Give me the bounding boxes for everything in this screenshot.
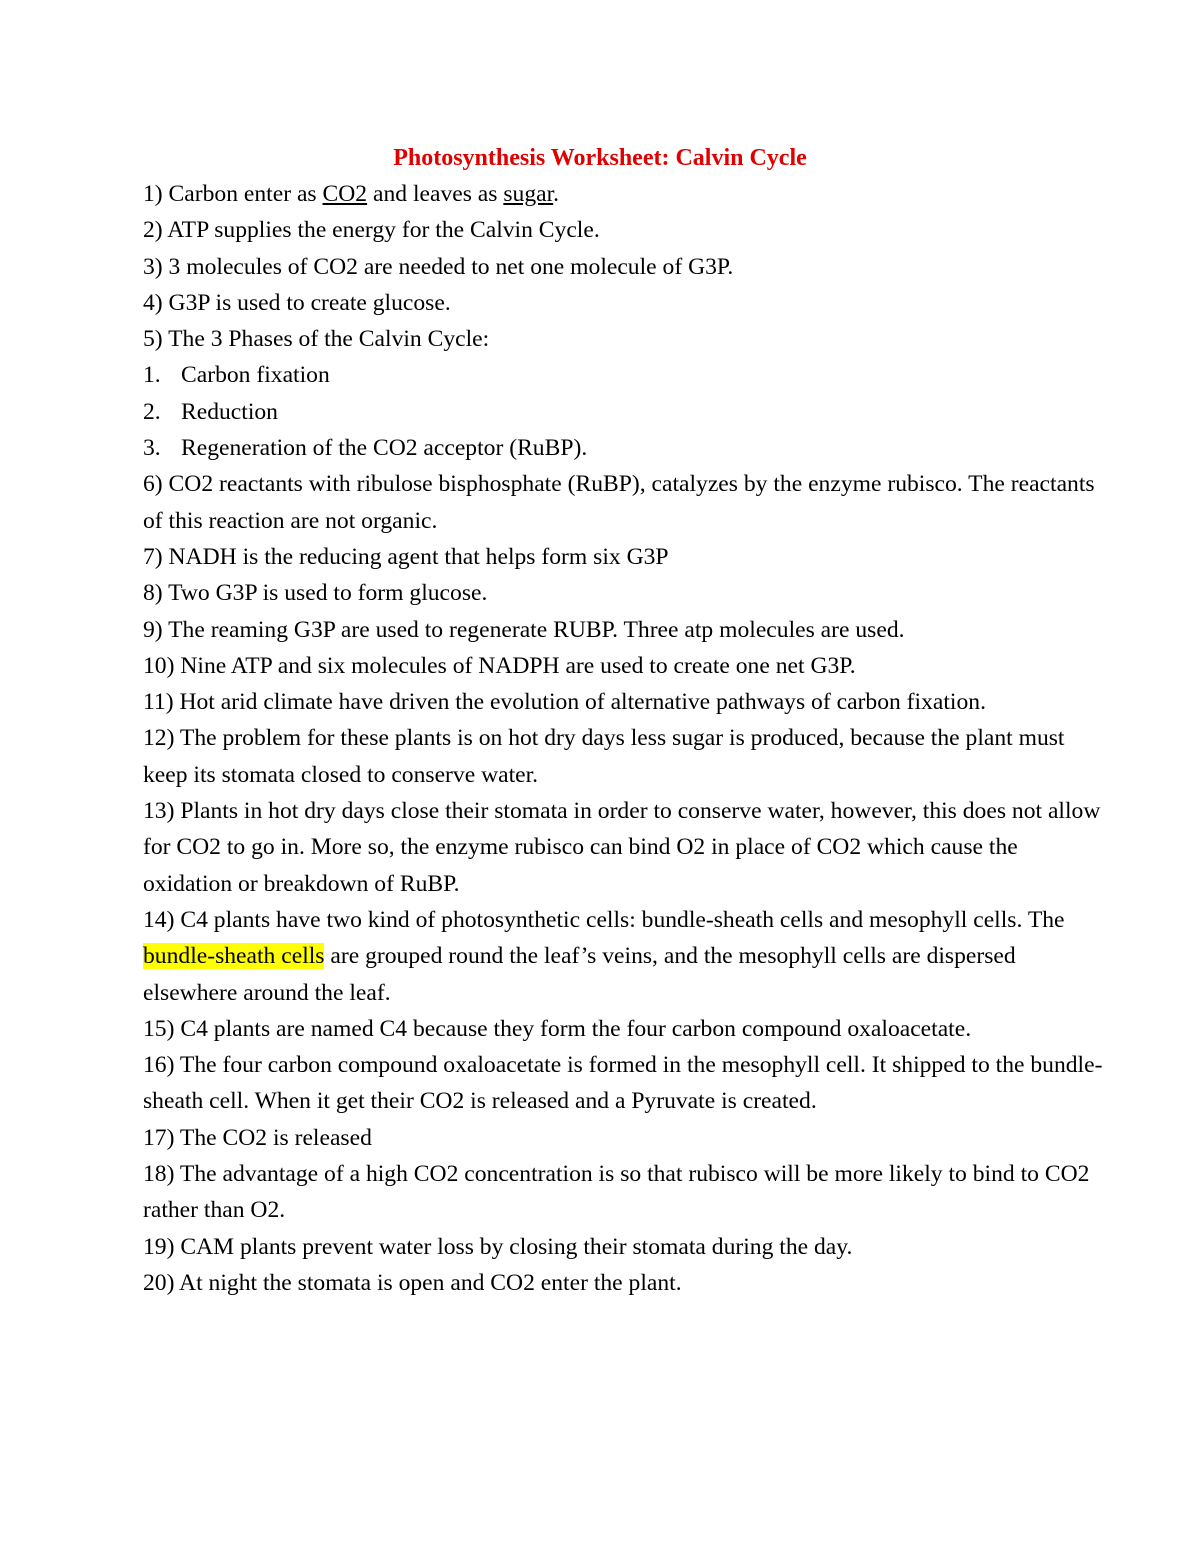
highlighted-bundle-sheath-cells: bundle-sheath cells xyxy=(143,943,325,970)
answer-6: 6) CO2 reactants with ribulose bisphosphate (RuBP), catalyzes by the enzyme rubisco. The reactants of this reaction are not organic. xyxy=(143,471,1095,534)
answer-7: 7) NADH is the reducing agent that helps form six G3P xyxy=(143,543,669,570)
answer-1-text-start: 1) Carbon enter as xyxy=(143,181,323,207)
answer-10: 10) Nine ATP and six molecules of NADPH are used to create one net G3P. xyxy=(143,652,856,679)
phase-text: Carbon fixation xyxy=(181,362,330,389)
answer-18: 18) The advantage of a high CO2 concentration is so that rubisco will be more likely to bind to CO2 rather than O2. xyxy=(143,1161,1090,1224)
phase-item xyxy=(143,357,1103,393)
answer-4: 4) G3P is used to create glucose. xyxy=(143,289,451,316)
answer-20: 20) At night the stomata is open and CO2 enter the plant. xyxy=(143,1269,682,1296)
phase-item xyxy=(143,430,1103,466)
answer-12: 12) The problem for these plants is on hot dry days less sugar is produced, because the plant must keep its stomata closed to conserve water. xyxy=(143,725,1065,788)
worksheet-body xyxy=(143,176,1103,1301)
phase-text: Reduction xyxy=(181,398,278,425)
answer-14-text-start: 14) C4 plants have two kind of photosynthetic cells: bundle-sheath cells and mesophyll cells. The xyxy=(143,906,1065,933)
phase-number: 3. xyxy=(143,435,161,462)
answer-8: 8) Two G3P is used to form glucose. xyxy=(143,580,488,607)
worksheet-title: Photosynthesis Worksheet: Calvin Cycle xyxy=(393,145,807,171)
answer-19: 19) CAM plants prevent water loss by closing their stomata during the day. xyxy=(143,1233,853,1260)
answer-2: 2) ATP supplies the energy for the Calvin Cycle. xyxy=(143,217,600,244)
answer-14 xyxy=(143,902,1103,1011)
answer-3: 3) 3 molecules of CO2 are needed to net one molecule of G3P. xyxy=(143,253,734,280)
underlined-sugar: sugar xyxy=(503,181,554,207)
answer-14-text-end: are grouped round the leaf’s veins, and the mesophyll cells are dispersed elsewhere around the leaf. xyxy=(143,943,1016,1006)
answer-9: 9) The reaming G3P are used to regenerate RUBP. Three atp molecules are used. xyxy=(143,616,905,643)
answer-13: 13) Plants in hot dry days close their stomata in order to conserve water, however, this does not allow for CO2 to go in. More so, the enzyme rubisco can bind O2 in place of CO2 which cause the oxidation or breakdown of RuBP. xyxy=(143,798,1101,897)
phase-text: Regeneration of the CO2 acceptor (RuBP). xyxy=(181,435,588,462)
phase-item xyxy=(143,394,1103,430)
phase-number: 1. xyxy=(143,362,161,389)
answer-1-text-end: . xyxy=(553,181,560,207)
answer-16: 16) The four carbon compound oxaloacetate is formed in the mesophyll cell. It shipped to the bundle-sheath cell. When it get their CO2 is released and a Pyruvate is created. xyxy=(143,1052,1103,1115)
answer-15: 15) C4 plants are named C4 because they form the four carbon compound oxaloacetate. xyxy=(143,1015,972,1042)
answer-17: 17) The CO2 is released xyxy=(143,1124,372,1151)
answer-5: 5) The 3 Phases of the Calvin Cycle: xyxy=(143,326,490,353)
underlined-co2: CO2 xyxy=(322,181,368,207)
phase-number: 2. xyxy=(143,398,161,425)
answer-1 xyxy=(143,176,1103,212)
answer-1-text-middle: and leaves as xyxy=(367,181,504,207)
answer-11: 11) Hot arid climate have driven the evolution of alternative pathways of carbon fixation. xyxy=(143,689,986,716)
